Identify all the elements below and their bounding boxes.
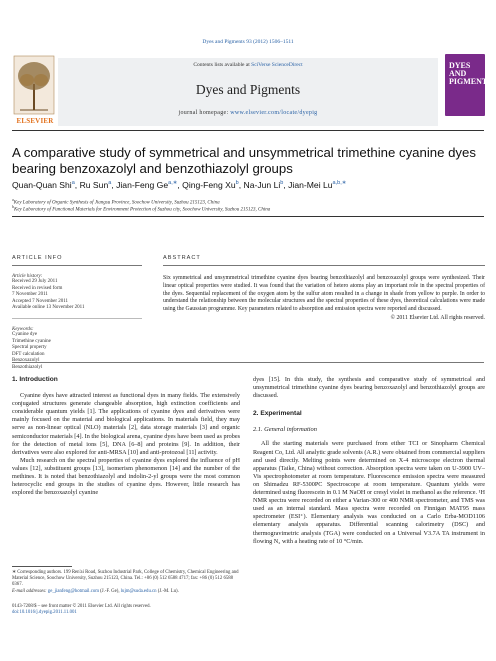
email-line bbox=[12, 589, 240, 595]
publisher-name: ELSEVIER bbox=[16, 117, 54, 125]
author[interactable]: Ru Sun$^a$ bbox=[79, 180, 112, 190]
keyword: Trimethine cyanine bbox=[12, 338, 51, 344]
article-info-heading: ARTICLE INFO bbox=[12, 255, 63, 261]
paragraph: Much research on the spectral properties of cyanine dyes explored the influence of pH values [12], substituent groups [13], isomerism phenomenon [14] and the number of the methines. It is noted that benzothiazolyl and indolin-2-yl groups were the most common heterocyclic end groups in the studies of cyanine dyes. However, little research has explored the benzoxazolyl cyanine bbox=[12, 456, 240, 497]
article-info bbox=[12, 255, 142, 372]
footnote-text: ∗ Corresponding authors. 199 Ren'ai Road, Suzhou Industrial Park, College of Chemistry, Chemical Engineering and Material Science, Soochow University, Suzhou 215123, China. Tel.: +86 (0) 512 6588 4717; fax: +86 (0) 512 6588 0367. bbox=[12, 570, 239, 588]
abstract-rule bbox=[12, 362, 484, 363]
author[interactable]: Quan-Quan Shi$^a$ bbox=[12, 180, 75, 190]
journal-title: Dyes and Pigments bbox=[195, 82, 301, 97]
body-left-column bbox=[12, 376, 240, 497]
copyright-notice: © 2011 Elsevier Ltd. All rights reserved. bbox=[390, 314, 485, 321]
section-heading-experimental: 2. Experimental bbox=[253, 410, 302, 418]
contents-prefix: Contents lists available at bbox=[193, 62, 252, 68]
email-owner: (J.-M. Lu). bbox=[156, 588, 179, 594]
footnote-rule bbox=[12, 566, 72, 567]
cover-title-line-2: AND bbox=[449, 69, 467, 78]
history-line: Available online 13 November 2011 bbox=[12, 305, 85, 311]
author-list: Quan-Quan Shi$^a$, Ru Sun$^a$, Jian-Feng $Ge^{a,∗}$, Qing-Feng Xu$^b$, Na-Jun Li$^b$, Jian-Mei $Lu^{a,b,∗}$ bbox=[12, 180, 347, 190]
paragraph: Cyanine dyes have attracted interest as functional dyes in many fields. The extensively conjugated structures generate changeable absorption, high extinction coefficients and considerable quantum yields [1]. The applications of cyanine dyes and derivatives were mainly focused on the material and biological applications. In materials field, they may serve as non-linear optical (NLO) materials [2], data storage materials [3] and organic semiconductor materials [4]. In the biological arena, cyanine dyes have been used as probes for the detection of metal ions [5], DNA [6–8] and proteins [9]. In addition, their derivatives were also explored for anti-MRSA [10] and anti-protozoal [11] activity. bbox=[12, 392, 240, 456]
abstract-heading: ABSTRACT bbox=[163, 255, 201, 261]
abstract-text: Six symmetrical and unsymmetrical trimethine cyanine dyes bearing benzothiazolyl and benzoxazolyl groups were synthesized. Their linear optical properties were studied. It was found that the variation of hetero atoms play an important role in the spectral properties of the dyes. Sequential replacement of the oxygen atom by the sulfur atom resulted in a change in shade from yellow to purple. In order to understand the relationship between the molecular structures and the spectral properties of these dyes, theoretical calculations were made using the Gaussian programme. Key parameters related to absorption and emission spectra were reported and discussed. bbox=[163, 275, 485, 313]
keyword: Benzothiazolyl bbox=[12, 364, 43, 370]
abstract bbox=[163, 255, 485, 321]
doi-link[interactable]: doi:10.1016/j.dyepig.2011.11.001 bbox=[12, 610, 77, 616]
keyword: Benzoxazolyl bbox=[12, 358, 40, 364]
contents-line bbox=[58, 62, 438, 68]
author[interactable]: Qing-Feng Xu$^b$ bbox=[182, 180, 239, 190]
keyword: DFT calculation bbox=[12, 351, 45, 357]
history-line: Received 29 July 2011 bbox=[12, 279, 58, 284]
history-line: Received in revised form bbox=[12, 285, 63, 291]
paragraph: All the starting materials were purchased from either TCI or Sinopharm Chemical Reagent Co, Ltd. All analytic grade solvents (A.R.) were obtained from commercial suppliers and used directly. Melting points were determined on X-4 microscope electron thermal apparatus (Taike, China) without correction. Absorption spectra were taken on U-3900 UV–Vis spectrophotometer at room temperature. Fluorescence emission spectra were measured on Shimadzu RF-5300PC Spectroscope at room temperature. Quantum yields were determined using fluorescein in 0.1 M NaOH or cresyl violet in methanol as the reference. ¹H NMR spectra were recorded on either a Varian-300 or 400 NMR spectrometer, and TMS was used as an internal standard. Mass spectra were recorded on Finnigan MAT95 mass spectrometer (ESI⁺). Elementary analysis was conducted on a Carlo Erba-MOD1106 elementary analysis apparatus. Differential scanning calorimetry (DSC) and thermogravimetric analysis (TGA) were conducted on a Universal V3.7A TA instrument in flowing N₂ with a heating rate of 10 °C/min. bbox=[253, 440, 485, 545]
email-link[interactable]: lujm@suda.edu.cn bbox=[120, 588, 157, 594]
section-heading-introduction: 1. Introduction bbox=[12, 376, 58, 383]
article-title: A comparative study of symmetrical and unsymmetrical trimethine cyanine dyes bearing benzoxazolyl and benzothiazolyl groups bbox=[12, 145, 476, 176]
author[interactable]: Jian-Mei $Lu^{a,b,∗}$ bbox=[288, 180, 347, 190]
sciencedirect-link[interactable]: SciVerse ScienceDirect bbox=[251, 62, 303, 68]
paragraph: dyes [15]. In this study, the synthesis and comparative study of symmetrical and unsymmetrical trimethine cyanine dyes bearing benzoxazolyl and benzothiazolyl groups are discussed. bbox=[253, 376, 485, 400]
affiliation: $^a$Key Laboratory of Organic Synthesis of Jiangsu Province, Soochow University, Suzhou 215123, China bbox=[12, 197, 220, 206]
affiliation: $^b$Key Laboratory of Functional Materials for Environment Protection of Suzhou city, Soochow University, Suzhou 215123, China bbox=[12, 204, 271, 213]
body-right-column bbox=[253, 376, 485, 546]
publication-info bbox=[12, 604, 272, 616]
subsection-heading-general-information: 2.1. General information bbox=[253, 426, 317, 434]
history-label: Article history: bbox=[12, 274, 43, 279]
homepage-link[interactable]: www.elsevier.com/locate/dyepig bbox=[230, 110, 318, 116]
history-line: Accepted 7 November 2011 bbox=[12, 298, 69, 304]
issn-line: 0143-7208/$ – see front matter © 2011 Elsevier Ltd. All rights reserved. bbox=[12, 604, 151, 609]
homepage-prefix: journal homepage: bbox=[178, 110, 231, 116]
elsevier-tree-logo-icon bbox=[12, 54, 56, 116]
keyword: Cyanine dye bbox=[12, 331, 38, 337]
journal-homepage-line bbox=[58, 110, 438, 116]
authors-rule bbox=[12, 216, 484, 217]
email-link[interactable]: ge_jianfeng@hotmail.com bbox=[47, 588, 99, 594]
cover-title-line-1: DYES bbox=[449, 61, 471, 70]
cover-title-line-3: PIGMENTS bbox=[449, 77, 492, 86]
keywords-label: Keywords: bbox=[12, 326, 34, 332]
author[interactable]: Jian-Feng $Ge^{a,∗}$ bbox=[116, 180, 178, 190]
journal-reference[interactable]: Dyes and Pigments 93 (2012) 1506–1511 bbox=[202, 39, 294, 45]
email-prefix: E-mail addresses: bbox=[12, 588, 48, 594]
header-rule bbox=[12, 130, 484, 131]
author[interactable]: Na-Jun Li$^b$ bbox=[243, 180, 284, 190]
keyword: Spectral property bbox=[12, 345, 47, 351]
history-line: 7 November 2011 bbox=[12, 292, 48, 298]
journal-cover-thumbnail bbox=[445, 54, 492, 116]
corresponding-author-footnote bbox=[12, 570, 240, 595]
email-owner: (J.-F. Ge), bbox=[98, 588, 121, 594]
